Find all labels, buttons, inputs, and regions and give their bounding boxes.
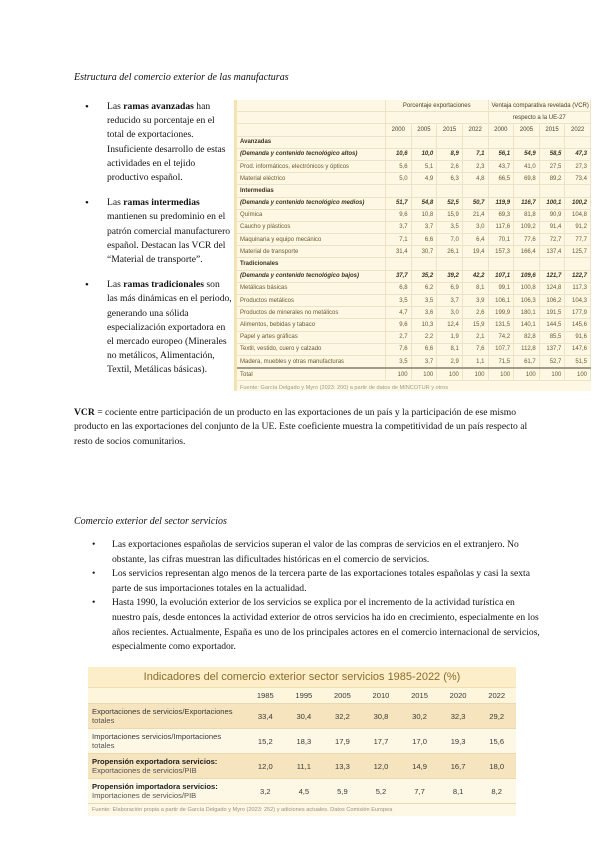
- table-cell: 106,3: [514, 295, 540, 307]
- table-cell: 3,5: [437, 221, 463, 233]
- servicios-bullets: [92, 538, 542, 655]
- table-cell: 1,9: [437, 331, 463, 343]
- table-cell: 11,1: [285, 754, 324, 779]
- table-cell: 3,2: [246, 779, 285, 804]
- label-line: Exportaciones de servicios/PIB: [92, 766, 197, 775]
- table-cell: 117,6: [488, 221, 514, 233]
- table-cell: 29,2: [477, 704, 516, 729]
- bullet-text: Las: [107, 101, 124, 112]
- table-cell: 17,9: [323, 729, 362, 754]
- table-row: [237, 185, 591, 197]
- table-cell: 77,6: [514, 234, 540, 246]
- table-cell: 14,9: [400, 754, 439, 779]
- table-cell: 119,9: [488, 197, 514, 209]
- table-cell: [488, 185, 514, 197]
- table-cell: 82,8: [514, 331, 540, 343]
- row-label: Total: [237, 368, 386, 381]
- table-cell: 52,7: [539, 355, 565, 368]
- row-label: Tradicionales: [237, 258, 386, 270]
- row-label: Prod. informáticos, electrónicos y ópticos: [237, 160, 386, 172]
- row-label: [88, 729, 246, 754]
- table-cell: [539, 185, 565, 197]
- table-cell: 6,9: [437, 282, 463, 294]
- bullet-intermedias: [82, 196, 232, 267]
- table-cell: [386, 185, 412, 197]
- vcr-term: VCR: [74, 407, 95, 418]
- vcr-text: = cociente entre participación de un producto en las exportaciones de un país y la participación de ese mismo producto en las exportaciones del conjunto de la UE. Este coeficiente muestra la competitividad de un país respecto al resto de socios comunitarios.: [74, 407, 528, 447]
- table-cell: [488, 258, 514, 270]
- table-cell: [514, 136, 540, 148]
- table-cell: 106,1: [488, 295, 514, 307]
- table-cell: 91,2: [565, 221, 591, 233]
- table-cell: 26,1: [437, 246, 463, 258]
- table-cell: 112,8: [514, 343, 540, 355]
- row-label: Metálicas básicas: [237, 282, 386, 294]
- table-cell: 4,8: [462, 173, 488, 185]
- table-cell: 3,5: [411, 295, 437, 307]
- table-cell: 9,6: [386, 319, 412, 331]
- table-cell: 17,0: [400, 729, 439, 754]
- table-cell: 47,3: [565, 148, 591, 160]
- table-cell: 10,6: [386, 148, 412, 160]
- table-cell: [411, 185, 437, 197]
- table-cell: 6,6: [411, 343, 437, 355]
- table-cell: 2,9: [437, 355, 463, 368]
- table-cell: 37,7: [386, 270, 412, 282]
- table-cell: 145,6: [565, 319, 591, 331]
- bullet-text: Las: [107, 197, 124, 209]
- table-cell: 107,1: [488, 270, 514, 282]
- row-label: Textil, vestido, cuero y calzado: [237, 343, 386, 355]
- table-cell: 99,1: [488, 282, 514, 294]
- table-cell: 52,5: [437, 197, 463, 209]
- table-cell: 10,8: [411, 209, 437, 221]
- table-row: [237, 295, 591, 307]
- row-label: [88, 779, 246, 804]
- year-header: 2010: [362, 688, 401, 704]
- table-cell: 109,2: [514, 221, 540, 233]
- table-row: [237, 197, 591, 209]
- table-row: [237, 209, 591, 221]
- table-cell: 19,3: [439, 729, 478, 754]
- table-cell: 199,9: [488, 307, 514, 319]
- table-cell: 15,6: [477, 729, 516, 754]
- row-label: Madera, muebles y otras manufacturas: [237, 355, 386, 368]
- table-cell: 8,1: [437, 343, 463, 355]
- table-cell: 5,1: [411, 160, 437, 172]
- table-cell: 100: [386, 368, 412, 381]
- table-cell: 5,6: [386, 160, 412, 172]
- table-cell: 70,1: [488, 234, 514, 246]
- table-cell: 104,8: [565, 209, 591, 221]
- year-header: 2015: [400, 688, 439, 704]
- table-cell: 54,9: [514, 148, 540, 160]
- list-item: • Las exportaciones españolas de servicios superan el valor de las compras de servicios en el extranjero. No obstante, las cifras muestran las dificultades históricas en el comercio de servicios.: [92, 538, 542, 567]
- table-cell: [565, 258, 591, 270]
- table-row: [237, 368, 591, 381]
- table-cell: 2,2: [411, 331, 437, 343]
- table-row: [88, 729, 516, 754]
- label-line: totales: [92, 741, 115, 750]
- empty-cell: [386, 112, 489, 124]
- year-header: 2005: [411, 124, 437, 136]
- empty-cell: [237, 112, 386, 124]
- table-cell: [437, 258, 463, 270]
- label-line: Propensión exportadora servicios:: [92, 757, 218, 766]
- bullet-avanzadas: [82, 100, 232, 185]
- list-item: • Hasta 1990, la evolución exterior de los servicios se explica por el incremento de la actividad turística en nuestro país, desde entonces la actividad exterior de otros servicios ha ido en crecimiento, especialmente en los años recientes. Actualmente, España es uno de los principales actores en el comercio internacional de servicios, especialmente como exportador.: [92, 596, 542, 654]
- table-cell: 56,1: [488, 148, 514, 160]
- table-cell: 15,2: [246, 729, 285, 754]
- row-label: (Demanda y contenido tecnológico altos): [237, 148, 386, 160]
- table-cell: 100,2: [565, 197, 591, 209]
- table-row: [237, 234, 591, 246]
- table-cell: 100: [514, 368, 540, 381]
- table-row: [237, 282, 591, 294]
- table-cell: 15,9: [462, 319, 488, 331]
- table-cell: 107,7: [488, 343, 514, 355]
- table-cell: 131,5: [488, 319, 514, 331]
- table-source: Fuente: Elaboración propia a partir de García Delgado y Myro (2023: 252) y adiciones actuales. Datos Comisión Europea: [88, 804, 516, 816]
- table-cell: 100,8: [514, 282, 540, 294]
- table-cell: 137,7: [539, 343, 565, 355]
- bullet-text: han reducido su porcentaje en el total de exportaciones. Insuficiente desarrollo de estas actividades en el tejido productivo español.: [107, 101, 226, 184]
- table-cell: 7,7: [400, 779, 439, 804]
- table-cell: [462, 136, 488, 148]
- table-cell: [462, 185, 488, 197]
- table-cell: [437, 136, 463, 148]
- table-cell: 3,7: [437, 295, 463, 307]
- row-label: Maquinaria y equipo mecánico: [237, 234, 386, 246]
- table-cell: 77,7: [565, 234, 591, 246]
- table-row: [237, 343, 591, 355]
- table-cell: 6,8: [386, 282, 412, 294]
- table-cell: 81,8: [514, 209, 540, 221]
- table-cell: 71,5: [488, 355, 514, 368]
- table-cell: 10,0: [411, 148, 437, 160]
- table-cell: 147,6: [565, 343, 591, 355]
- table-cell: 16,7: [439, 754, 478, 779]
- label-line: Exportaciones de servicios/Exportaciones: [92, 707, 233, 716]
- table-cell: 121,7: [539, 270, 565, 282]
- table-cell: 3,7: [411, 355, 437, 368]
- table-row: [237, 160, 591, 172]
- row-label: Papel y artes gráficas: [237, 331, 386, 343]
- table-cell: 51,5: [565, 355, 591, 368]
- bullet-text: Las: [107, 279, 124, 291]
- table-cell: 144,5: [539, 319, 565, 331]
- table-cell: 35,2: [411, 270, 437, 282]
- table-cell: 5,9: [323, 779, 362, 804]
- table-cell: 109,6: [514, 270, 540, 282]
- table-cell: 125,7: [565, 246, 591, 258]
- table-cell: [462, 258, 488, 270]
- table-cell: 7,1: [386, 234, 412, 246]
- table-row: [237, 173, 591, 185]
- table-cell: 157,3: [488, 246, 514, 258]
- table-source: Fuente: García Delgado y Myro (2023: 200) a partir de datos de MINCOTUR y otros: [240, 385, 448, 392]
- table-row: [237, 221, 591, 233]
- table-row: [237, 246, 591, 258]
- years-row: [88, 688, 516, 704]
- table-cell: 100: [565, 368, 591, 381]
- table-cell: 12,0: [246, 754, 285, 779]
- table-cell: 18,3: [285, 729, 324, 754]
- table-row: [237, 148, 591, 160]
- bullet-tradicionales: [82, 278, 232, 377]
- table-cell: 4,7: [386, 307, 412, 319]
- table-cell: 30,8: [362, 704, 401, 729]
- table-row: [237, 258, 591, 270]
- table-cell: 19,4: [462, 246, 488, 258]
- table-cell: 58,5: [539, 148, 565, 160]
- table-cell: 31,4: [386, 246, 412, 258]
- table-cell: 7,6: [462, 343, 488, 355]
- label-line: Importaciones servicios/Importaciones: [92, 732, 222, 741]
- row-label: Alimentos, bebidas y tabaco: [237, 319, 386, 331]
- table-cell: 1,1: [462, 355, 488, 368]
- table-cell: 8,1: [462, 282, 488, 294]
- table-cell: 117,3: [565, 282, 591, 294]
- table-cell: 100: [539, 368, 565, 381]
- table-cell: 90,9: [539, 209, 565, 221]
- table-cell: 166,4: [514, 246, 540, 258]
- table-cell: 69,3: [488, 209, 514, 221]
- table-cell: 91,4: [539, 221, 565, 233]
- table-cell: 116,7: [514, 197, 540, 209]
- bullet-text: son las más dinámicas en el periodo, generando una sólida especialización exportadora en el mercado europeo (Minerales no metálicos, Alimentación, Textil, Metálicas básicas).: [107, 279, 232, 376]
- table-cell: 66,5: [488, 173, 514, 185]
- year-header: 1985: [246, 688, 285, 704]
- label-line: Importaciones de servicios/PIB: [92, 791, 197, 800]
- year-header: 2000: [488, 124, 514, 136]
- year-header: 2015: [437, 124, 463, 136]
- table-cell: 3,5: [386, 355, 412, 368]
- table-cell: 100: [411, 368, 437, 381]
- header-porcentaje: Porcentaje exportaciones: [386, 100, 489, 112]
- bullet-bold: ramas avanzadas: [123, 101, 194, 112]
- table-cell: [565, 185, 591, 197]
- table-cell: 21,4: [462, 209, 488, 221]
- row-label: Material de transporte: [237, 246, 386, 258]
- table-cell: 177,9: [565, 307, 591, 319]
- list-item: • Los servicios representan algo menos de la tercera parte de las exportaciones totales españolas y casi la sexta parte de sus importaciones totales en la actualidad.: [92, 567, 542, 596]
- table-cell: [514, 258, 540, 270]
- row-label: Productos metálicos: [237, 295, 386, 307]
- table-cell: 12,4: [437, 319, 463, 331]
- table-cell: 122,7: [565, 270, 591, 282]
- table-cell: [386, 258, 412, 270]
- table-cell: 43,7: [488, 160, 514, 172]
- row-label: Productos de minerales no metálicos: [237, 307, 386, 319]
- year-header: 2022: [477, 688, 516, 704]
- bullet-bold: ramas intermedias: [123, 197, 200, 209]
- row-label: [88, 754, 246, 779]
- table-cell: 30,4: [285, 704, 324, 729]
- table-cell: 85,5: [539, 331, 565, 343]
- table-cell: 5,2: [362, 779, 401, 804]
- table-cell: 100: [437, 368, 463, 381]
- section-heading-servicios: Comercio exterior del sector servicios: [74, 516, 227, 527]
- table-cell: [488, 136, 514, 148]
- table-cell: 7,6: [386, 343, 412, 355]
- table-cell: 3,7: [386, 221, 412, 233]
- year-header: 2000: [386, 124, 412, 136]
- empty-cell: [88, 688, 246, 704]
- table-cell: 4,5: [285, 779, 324, 804]
- table-cell: 2,6: [437, 160, 463, 172]
- row-label: [88, 704, 246, 729]
- table-cell: 3,0: [437, 307, 463, 319]
- table-cell: 100: [462, 368, 488, 381]
- table-cell: 39,2: [437, 270, 463, 282]
- table-cell: 30,2: [400, 704, 439, 729]
- table-cell: 3,9: [462, 295, 488, 307]
- table-cell: 5,0: [386, 173, 412, 185]
- table-cell: [514, 185, 540, 197]
- table-row: [237, 355, 591, 368]
- years-row: [237, 124, 591, 136]
- table-cell: 6,6: [411, 234, 437, 246]
- row-label: (Demanda y contenido tecnológico medios): [237, 197, 386, 209]
- table-cell: 72,7: [539, 234, 565, 246]
- header-vcr-sub: respecto a la UE-27: [488, 112, 591, 124]
- table-cell: 10,3: [411, 319, 437, 331]
- table-cell: 106,2: [539, 295, 565, 307]
- table-cell: 89,2: [539, 173, 565, 185]
- table-title: Indicadores del comercio exterior sector servicios 1985-2022 (%): [88, 667, 516, 688]
- section-heading-manufacturas: Estructura del comercio exterior de las manufacturas: [74, 72, 289, 83]
- table-cell: 50,7: [462, 197, 488, 209]
- table-cell: 100,1: [539, 197, 565, 209]
- year-header: 2022: [565, 124, 591, 136]
- table-cell: 3,0: [462, 221, 488, 233]
- table-cell: 8,9: [437, 148, 463, 160]
- empty-cell: [237, 124, 386, 136]
- label-line: Propensión importadora servicios:: [92, 782, 218, 791]
- table-cell: 73,4: [565, 173, 591, 185]
- table-cell: 4,9: [411, 173, 437, 185]
- row-label: Caucho y plásticos: [237, 221, 386, 233]
- year-header: 2005: [514, 124, 540, 136]
- table-cell: 18,0: [477, 754, 516, 779]
- table-cell: 30,7: [411, 246, 437, 258]
- table-cell: 42,2: [462, 270, 488, 282]
- table-cell: 12,0: [362, 754, 401, 779]
- table-cell: [437, 185, 463, 197]
- table-cell: [565, 136, 591, 148]
- header-vcr: Ventaja comparativa revelada (VCR): [488, 100, 591, 112]
- table-row: [88, 754, 516, 779]
- table-cell: 7,0: [437, 234, 463, 246]
- table-cell: 17,7: [362, 729, 401, 754]
- row-label: Química: [237, 209, 386, 221]
- table-cell: 61,7: [514, 355, 540, 368]
- table-cell: 3,5: [386, 295, 412, 307]
- table-cell: 104,3: [565, 295, 591, 307]
- table-cell: 9,6: [386, 209, 412, 221]
- manufacturas-bullets: [82, 100, 232, 389]
- table-cell: 51,7: [386, 197, 412, 209]
- table-cell: 6,4: [462, 234, 488, 246]
- table-cell: 2,1: [462, 331, 488, 343]
- table-cell: 15,9: [437, 209, 463, 221]
- table-cell: 33,4: [246, 704, 285, 729]
- table-row: [88, 779, 516, 804]
- table-cell: 2,7: [386, 331, 412, 343]
- row-label: (Demanda y contenido tecnológico bajos): [237, 270, 386, 282]
- table-cell: 27,5: [539, 160, 565, 172]
- table-row: [237, 319, 591, 331]
- table-cell: [539, 136, 565, 148]
- year-header: 2005: [323, 688, 362, 704]
- table-cell: [386, 136, 412, 148]
- bullet-text: mantienen su predominio en el patrón comercial manufacturero español. Destacan las VCR del “Material de transporte”.: [107, 211, 231, 266]
- table-cell: 2,6: [462, 307, 488, 319]
- table-cell: 124,8: [539, 282, 565, 294]
- year-header: 2022: [462, 124, 488, 136]
- table-cell: [539, 258, 565, 270]
- year-header: 2020: [439, 688, 478, 704]
- manufacturas-table: [234, 100, 591, 391]
- year-header: 1995: [285, 688, 324, 704]
- table-cell: 180,1: [514, 307, 540, 319]
- table-cell: [411, 136, 437, 148]
- table-cell: 100: [488, 368, 514, 381]
- table-cell: 69,8: [514, 173, 540, 185]
- row-label: Avanzadas: [237, 136, 386, 148]
- table-cell: 8,2: [477, 779, 516, 804]
- table-row: [237, 136, 591, 148]
- table-cell: 191,5: [539, 307, 565, 319]
- row-label: Material eléctrico: [237, 173, 386, 185]
- table-body: [88, 704, 516, 804]
- table-cell: 13,3: [323, 754, 362, 779]
- table-cell: 41,0: [514, 160, 540, 172]
- table-row: [237, 270, 591, 282]
- table-cell: 7,1: [462, 148, 488, 160]
- table-cell: 3,7: [411, 221, 437, 233]
- table-cell: 91,6: [565, 331, 591, 343]
- table-cell: 2,3: [462, 160, 488, 172]
- year-header: 2015: [539, 124, 565, 136]
- table-cell: 32,2: [323, 704, 362, 729]
- table-cell: 140,1: [514, 319, 540, 331]
- table-body: [237, 136, 591, 381]
- table-cell: 137,4: [539, 246, 565, 258]
- table-row: [237, 307, 591, 319]
- vcr-definition: [74, 406, 544, 449]
- row-label: Intermedias: [237, 185, 386, 197]
- table-row: [237, 331, 591, 343]
- table-cell: [411, 258, 437, 270]
- table-cell: 74,2: [488, 331, 514, 343]
- bullet-bold: ramas tradicionales: [123, 279, 205, 291]
- table-row: [88, 704, 516, 729]
- label-line: totales: [92, 716, 115, 725]
- table-cell: 6,2: [411, 282, 437, 294]
- table-cell: 32,3: [439, 704, 478, 729]
- table-cell: 54,8: [411, 197, 437, 209]
- table-cell: 6,3: [437, 173, 463, 185]
- servicios-table: [88, 667, 516, 816]
- table-cell: 3,6: [411, 307, 437, 319]
- table-cell: 8,1: [439, 779, 478, 804]
- table-cell: 27,3: [565, 160, 591, 172]
- corner-cell: [237, 100, 386, 112]
